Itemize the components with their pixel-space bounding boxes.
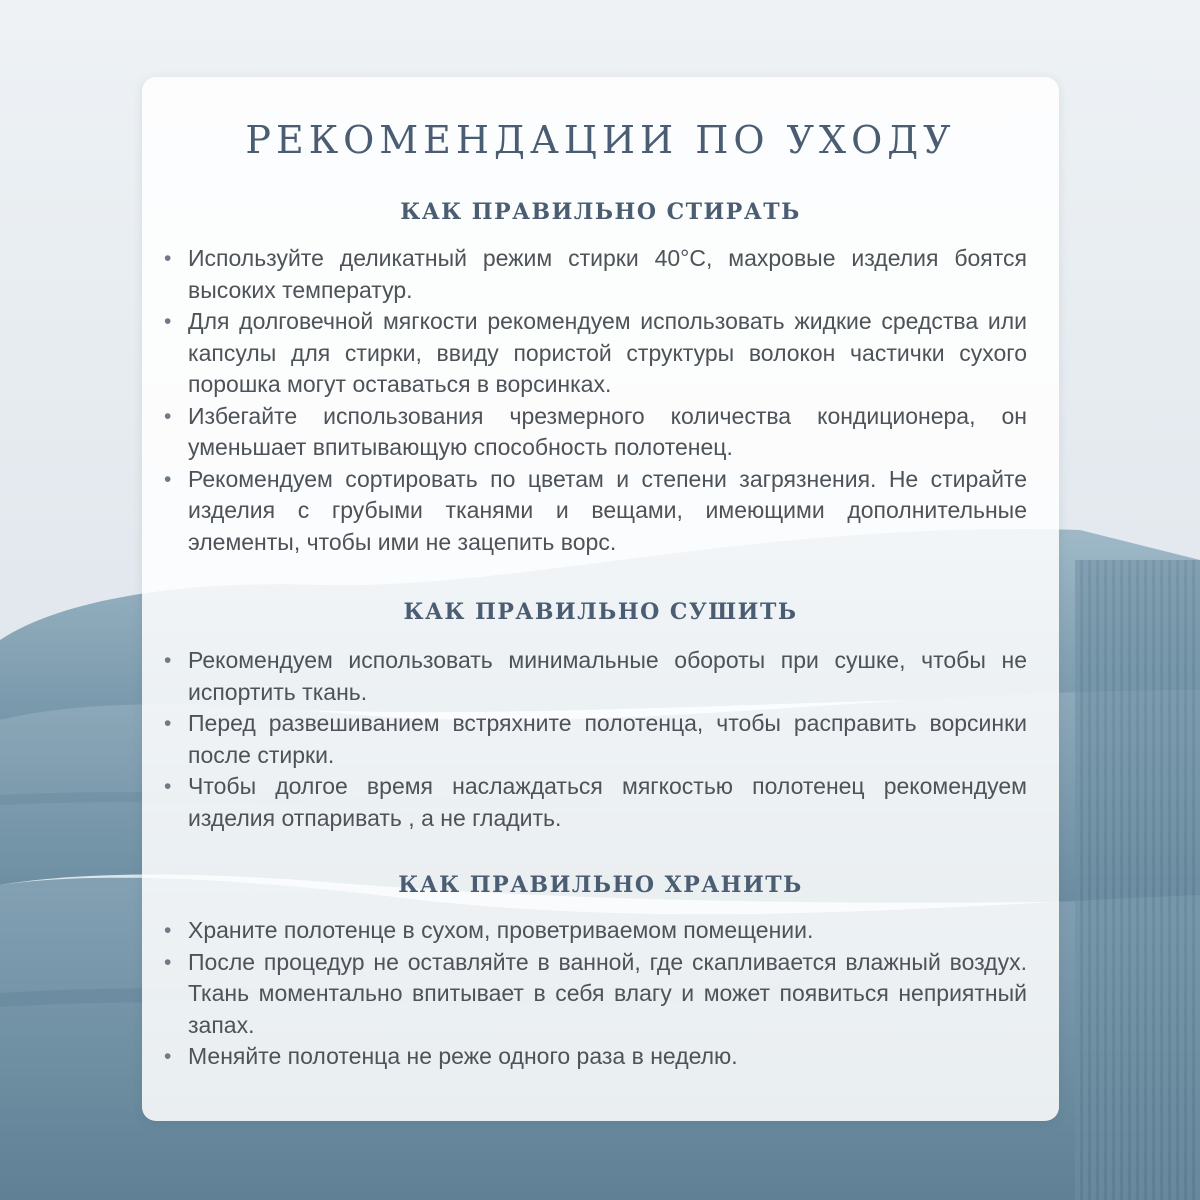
bullet-icon: •: [164, 1045, 172, 1068]
dry-tips-list: [164, 645, 1027, 834]
list-item: • Перед развешиванием встряхните полотенца, чтобы расправить ворсинки после стирки.: [164, 710, 1027, 768]
page-title: РЕКОМЕНДАЦИИ ПО УХОДУ: [245, 118, 956, 162]
bullet-icon: •: [164, 919, 172, 942]
bullet-icon: •: [164, 467, 172, 491]
section-heading-wash: КАК ПРАВИЛЬНО СТИРАТЬ: [400, 199, 801, 225]
list-item: • Рекомендуем использовать минимальные обороты при сушке, чтобы не испортить ткань.: [164, 647, 1027, 705]
list-item: • Используйте деликатный режим стирки 40°С, махровые изделия боятся высоких температур.: [164, 245, 1027, 303]
list-item: • Меняйте полотенца не реже одного раза в неделю.: [188, 1041, 1027, 1073]
care-card: [142, 77, 1059, 1121]
list-item: • Для долговечной мягкости рекомендуем использовать жидкие средства или капсулы для стирки, ввиду пористой структуры волокон частички сухого порошка могут оставаться в ворсинках.: [164, 308, 1027, 397]
list-item: • Чтобы долгое время наслаждаться мягкостью полотенец рекомендуем изделия отпаривать , а не гладить.: [164, 773, 1027, 831]
bullet-icon: •: [164, 649, 172, 672]
wash-tips-list: [164, 243, 1027, 558]
list-item: • Храните полотенце в сухом, проветриваемом помещении.: [188, 915, 1027, 947]
bullet-icon: •: [164, 950, 172, 974]
store-tips-list: [164, 915, 1027, 1073]
bullet-icon: •: [164, 404, 172, 428]
list-item: • Рекомендуем сортировать по цветам и степени загрязнения. Не стирайте изделия с грубыми тканями и вещами, имеющими дополнительные элементы, чтобы ими не зацепить ворс.: [164, 465, 1027, 555]
list-item: • Избегайте использования чрезмерного количества кондиционера, он уменьшает впитывающую способность полотенец.: [164, 402, 1027, 460]
section-heading-store: КАК ПРАВИЛЬНО ХРАНИТЬ: [398, 872, 803, 898]
bullet-icon: •: [164, 310, 172, 333]
bullet-icon: •: [164, 247, 172, 270]
bullet-icon: •: [164, 775, 172, 798]
section-heading-dry: КАК ПРАВИЛЬНО СУШИТЬ: [403, 599, 798, 625]
list-item: • После процедур не оставляйте в ванной, где скапливается влажный воздух. Ткань моментально впитывает в себя влагу и может появиться неприятный запах.: [164, 948, 1027, 1038]
bullet-icon: •: [164, 712, 172, 735]
